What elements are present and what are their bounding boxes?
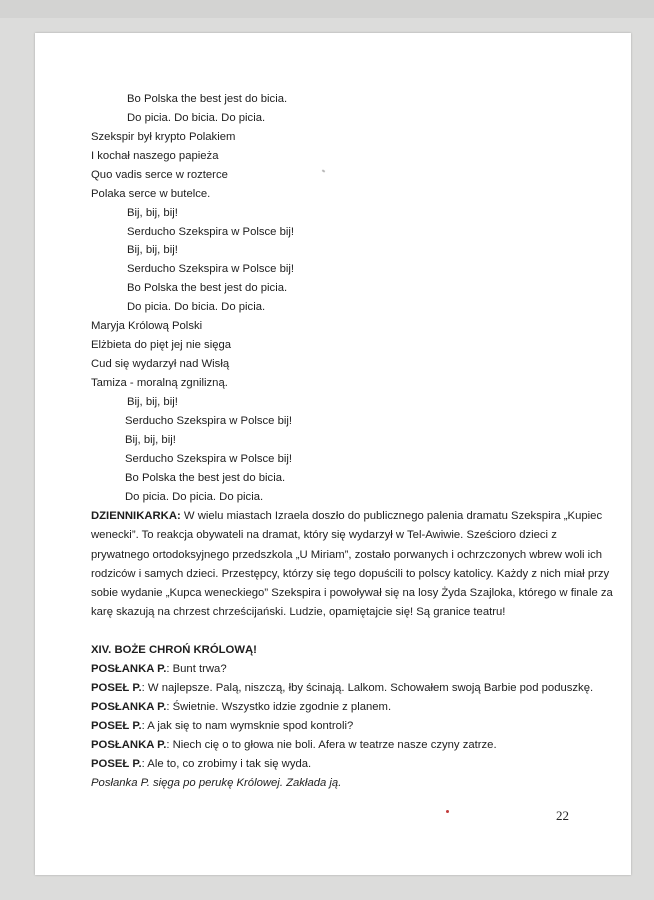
song-line: Bo Polska the best jest do bicia. [127,93,288,105]
song-line: Serducho Szekspira w Polsce bij! [127,226,295,238]
song-line: Quo vadis serce w rozterce [91,169,228,181]
dialogue-line [91,738,497,752]
journalist-line: rodziców i samych dzieci. Przestępcy, którzy się tego dopuścili to polscy katolicy. Każdy z nich miał przy [91,568,610,580]
speaker-name: POSŁANKA P. [91,739,167,751]
speaker-name: POSEŁ P. [91,720,142,732]
scan-border [0,0,654,18]
dialogue-line [91,700,391,714]
song-line: Do picia. Do bicia. Do picia. [127,112,266,124]
song-line: Maryja Królową Polski [91,320,203,332]
dialogue-text: : Niech cię o to głowa nie boli. Afera w teatrze nasze czyny zatrze. [166,739,497,751]
speaker-name: DZIENNIKARKA: [91,510,181,522]
song-line: Polaka serce w butelce. [91,188,211,200]
song-line: Bo Polska the best jest do picia. [127,282,288,294]
song-line: Bij, bij, bij! [127,244,178,256]
page-number: 22 [556,808,569,823]
journalist-text: W wielu miastach Izraela doszło do publicznego palenia dramatu Szekspira „Kupiec [180,510,603,522]
ink-dot [446,810,449,813]
song-line: Do picia. Do picia. Do picia. [125,491,264,503]
scene-title: XIV. BOŻE CHROŃ KRÓLOWĄ! [91,644,257,656]
dialogue-text: : A jak się to nam wymsknie spod kontroli? [141,720,354,732]
song-line: Bij, bij, bij! [127,207,178,219]
song-line: Elżbieta do pięt jej nie sięga [91,339,232,351]
journalist-line: prywatnego ortodoksyjnego przedszkola „U Miriam”, zostało porwanych i ochrzczonych wbrew woli ich [91,549,603,561]
speaker-name: POSŁANKA P. [91,701,167,713]
speaker-name: POSEŁ P. [91,758,142,770]
speaker-name: POSEŁ P. [91,682,142,694]
song-line: Szekspir był krypto Polakiem [91,131,236,143]
journalist-line: karę skazują na chrzest chrześcijański. Ludzie, opamiętajcie się! Są granice teatru! [91,606,506,618]
song-line: Bo Polska the best jest do bicia. [125,472,286,484]
journalist-line: wenecki”. To reakcja obywateli na dramat, który się wydarzył w Tel-Awiwie. Sześcioro dzieci z [91,529,557,541]
dialogue-text: : Świetnie. Wszystko idzie zgodnie z planem. [166,701,392,713]
song-line: Tamiza - moralną zgnilizną. [91,377,228,389]
dialogue-text: : W najlepsze. Palą, niszczą, łby ścinają. Lalkom. Schowałem swoją Barbie pod poduszkę. [141,682,594,694]
journalist-line: sobie wydanie „Kupca weneckiego” Szekspira i powoływał się na losy Żyda Szajloka, którego w finale za [91,587,613,599]
song-line: Serducho Szekspira w Polsce bij! [125,415,293,427]
stage-direction: Posłanka P. sięga po perukę Królowej. Zakłada ją. [91,777,342,789]
dialogue-line [91,662,227,676]
song-line: Bij, bij, bij! [125,434,176,446]
dialogue-line [91,719,353,733]
song-line: Bij, bij, bij! [127,396,178,408]
song-line: Do picia. Do bicia. Do picia. [127,301,266,313]
speaker-name: POSŁANKA P. [91,663,167,675]
song-line: Serducho Szekspira w Polsce bij! [125,453,293,465]
dialogue-line [91,757,311,771]
dialogue-line [91,681,593,695]
dialogue-text: : Bunt trwa? [166,663,227,675]
song-line: Cud się wydarzył nad Wisłą [91,358,230,370]
dialogue-text: : Ale to, co zrobimy i tak się wyda. [141,758,312,770]
song-line: Serducho Szekspira w Polsce bij! [127,263,295,275]
journalist-line [91,509,602,523]
song-line: I kochał naszego papieża [91,150,219,162]
